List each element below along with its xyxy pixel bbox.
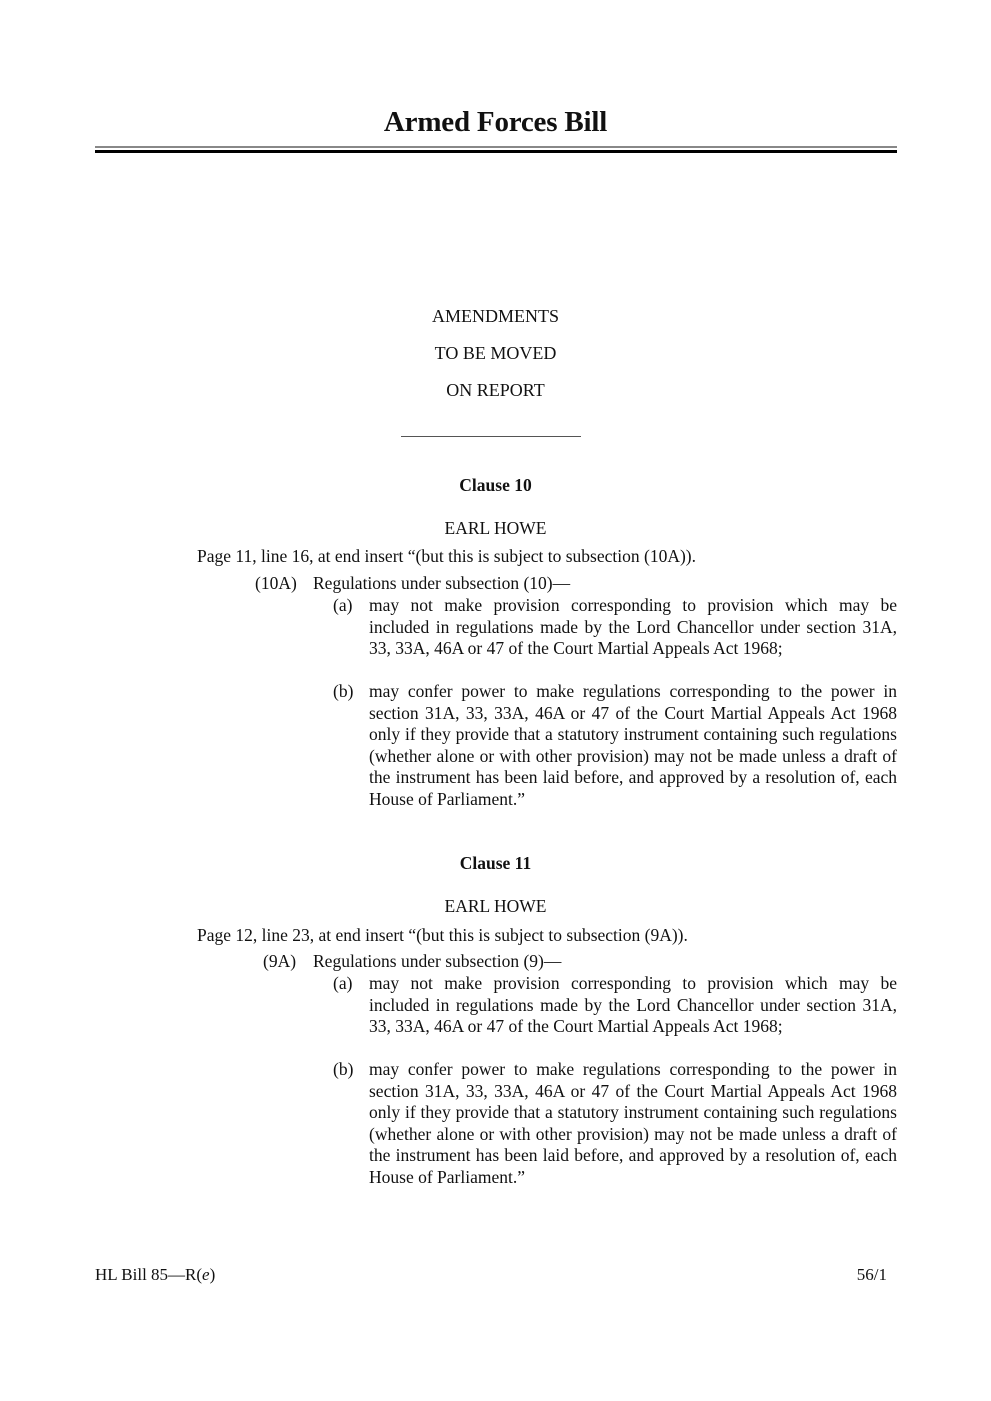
bill-reference-italic: e — [202, 1265, 210, 1284]
paragraph-label: (b) — [333, 681, 354, 701]
clause-heading: Clause 11 — [459, 853, 532, 873]
paragraph-text: may not make provision corresponding to provision which may be included in regulations made by the Lord Chancellor under section 31A, 33, 33A, 46A or 47 of the Court Martial Appeals Act 1968; — [369, 595, 897, 659]
heading-divider — [401, 436, 581, 437]
paragraph-text: may confer power to make regulations corresponding to the power in section 31A, 33, 33A, 46A or 47 of the Court Martial Appeals Act 1968 only if they provide that a statutory instrument containing such regulations (whether alone or with other provision) may not be made unless a draft of the instrument has been laid before, and approved by a resolution of, each House of Parliament.” — [369, 1059, 897, 1187]
mover-name: EARL HOWE — [444, 518, 547, 538]
title-rule-thick — [95, 150, 897, 153]
title-rule-thin — [95, 146, 897, 148]
mover-name: EARL HOWE — [444, 896, 547, 916]
subsection-text: Regulations under subsection (9)— — [313, 951, 562, 971]
bill-reference — [95, 1265, 215, 1285]
document-title: Armed Forces Bill — [383, 106, 608, 138]
page-reference: 56/1 — [856, 1265, 887, 1284]
heading-line-2: TO BE MOVED — [434, 343, 557, 363]
heading-line-1: AMENDMENTS — [431, 306, 559, 326]
heading-line-3: ON REPORT — [446, 380, 545, 400]
clause-heading: Clause 10 — [459, 475, 532, 495]
amendment-instruction: Page 11, line 16, at end insert “(but this is subject to subsection (10A)). — [197, 546, 696, 566]
bill-reference-suffix: ) — [209, 1265, 216, 1284]
subsection-label: (10A) — [255, 573, 297, 593]
subsection-text: Regulations under subsection (10)— — [313, 573, 571, 593]
subsection-label: (9A) — [263, 951, 297, 971]
paragraph-text: may not make provision corresponding to provision which may be included in regulations made by the Lord Chancellor under section 31A, 33, 33A, 46A or 47 of the Court Martial Appeals Act 1968; — [369, 973, 897, 1037]
bill-reference-prefix: HL Bill 85—R( — [95, 1265, 203, 1284]
paragraph-label: (a) — [333, 973, 353, 993]
paragraph-label: (a) — [333, 595, 353, 615]
paragraph-text: may confer power to make regulations corresponding to the power in section 31A, 33, 33A, 46A or 47 of the Court Martial Appeals Act 1968 only if they provide that a statutory instrument containing such regulations (whether alone or with other provision) may not be made unless a draft of the instrument has been laid before, and approved by a resolution of, each House of Parliament.” — [369, 681, 897, 809]
paragraph-label: (b) — [333, 1059, 354, 1079]
amendment-instruction: Page 12, line 23, at end insert “(but this is subject to subsection (9A)). — [197, 925, 688, 945]
